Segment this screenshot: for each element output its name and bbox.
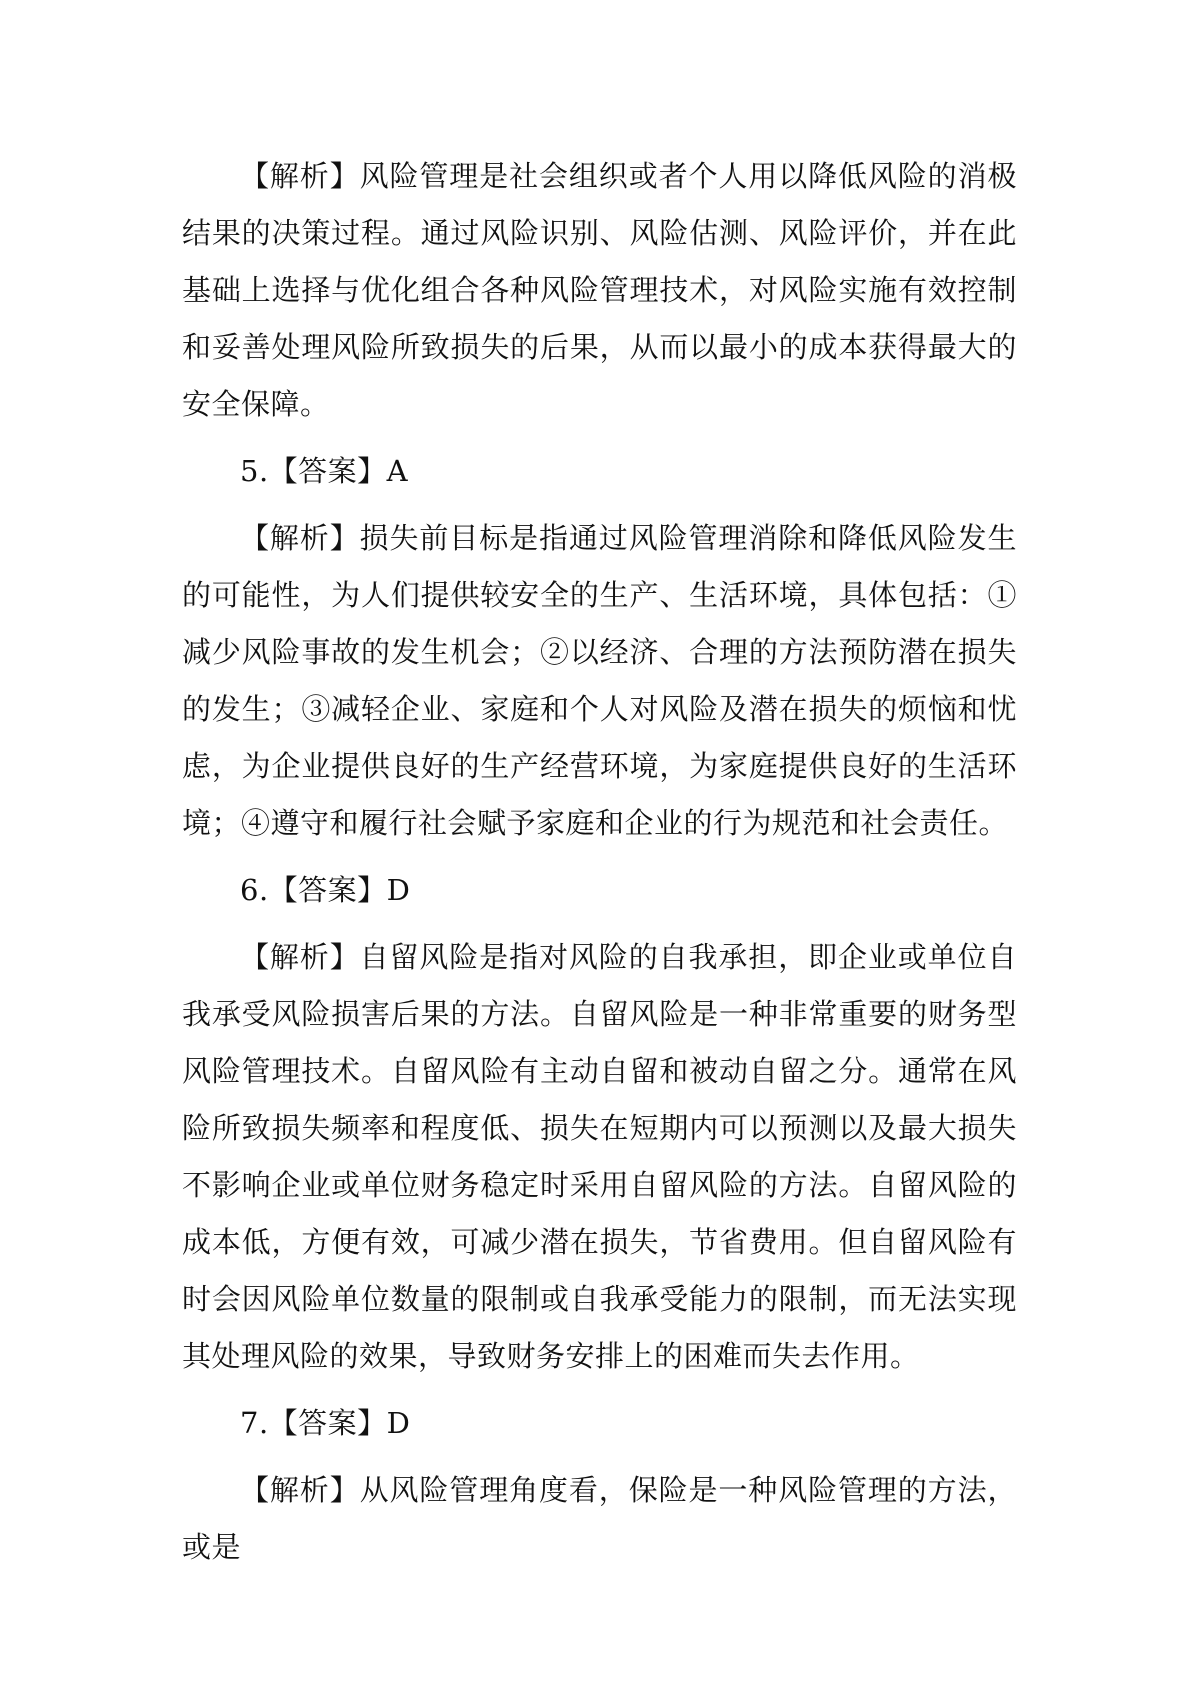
answer-line: 6.【答案】D [240, 873, 411, 907]
answer-line: 7.【答案】D [240, 1406, 411, 1440]
analysis-paragraph: 【解析】自留风险是指对风险的自我承担，即企业或单位自我承受风险损害后果的方法。自留风险是一种非常重要的财务型风险管理技术。自留风险有主动自留和被动自留之分。通常在风险所致损失频率和程度低、损失在短期内可以预测以及最大损失不影响企业或单位财务稳定时采用自留风险的方法。自留风险的成本低，方便有效，可减少潜在损失，节省费用。但自留风险有时会因风险单位数量的限制或自我承受能力的限制，而无法实现其处理风险的效果，导致财务安排上的困难而失去作用。 [182, 940, 1017, 1373]
analysis-paragraph: 【解析】损失前目标是指通过风险管理消除和降低风险发生的可能性，为人们提供较安全的生产、生活环境，具体包括：①减少风险事故的发生机会；②以经济、合理的方法预防潜在损失的发生；③减轻企业、家庭和个人对风险及潜在损失的烦恼和忧虑，为企业提供良好的生产经营环境，为家庭提供良好的生活环境；④遵守和履行社会赋予家庭和企业的行为规范和社会责任。 [182, 521, 1017, 840]
document-body [182, 148, 1017, 1586]
answer-line: 5.【答案】A [240, 454, 409, 488]
analysis-paragraph: 【解析】风险管理是社会组织或者个人用以降低风险的消极结果的决策过程。通过风险识别、风险估测、风险评价，并在此基础上选择与优化组合各种风险管理技术，对风险实施有效控制和妥善处理风险所致损失的后果，从而以最小的成本获得最大的安全保障。 [182, 159, 1017, 421]
analysis-paragraph: 【解析】从风险管理角度看，保险是一种风险管理的方法，或是 [182, 1473, 1017, 1564]
